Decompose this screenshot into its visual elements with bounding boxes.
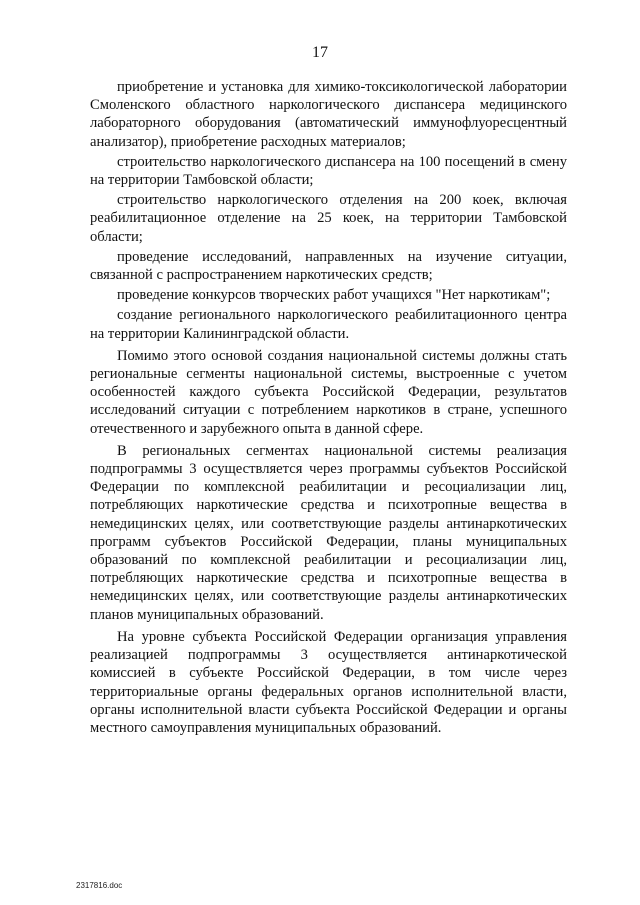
page-number: 17 [312,44,328,61]
document-body [90,78,567,737]
paragraph-subprogram-implementation: В региональных сегментах национальной системы реализация подпрограммы 3 осуществляется через программы субъектов Российской Федерации по комплексной реабилитации и ресоциализации лиц, потребляющих наркотические средства и психотропные вещества в немедицинских целях, или соответствующие разделы антинаркотических программ субъектов Российской Федерации, планы муниципальных образований по комплексной реабилитации и ресоциализации лиц, потребляющих наркотические средства и психотропные вещества в немедицинских целях, или соответствующие разделы антинаркотических планов муниципальных образований. [90,442,567,623]
paragraph-creative-contests: проведение конкурсов творческих работ учащихся "Нет наркотикам"; [117,287,551,304]
paragraph-tambov-dispensary: строительство наркологического диспансера на 100 посещений в смену на территории Тамбовской области; [90,153,567,189]
paragraph-research: проведение исследований, направленных на изучение ситуации, связанной с распространением наркотических средств; [90,248,567,284]
document-file-id: 2317816.doc [76,881,123,890]
paragraph-tambov-department: строительство наркологического отделения на 200 коек, включая реабилитационное отделение на 25 коек, на территории Тамбовской области; [90,192,567,245]
paragraph-equipment-smolensk: приобретение и установка для химико-токсикологической лаборатории Смоленского областного наркологического диспансера медицинского лабораторного оборудования (автоматический иммунофлуоресцентный анализатор), приобретение расходных материалов; [90,79,567,150]
paragraph-kaliningrad-center: создание регионального наркологического реабилитационного центра на территории Калининградской области. [90,307,567,342]
paragraph-management-level: На уровне субъекта Российской Федерации организация управления реализацией подпрограммы 3 осуществляется антинаркотической комиссией в субъекте Российской Федерации, в том числе через территориальные органы федеральных органов исполнительной власти, органы исполнительной власти субъекта Российской Федерации и органы местного самоуправления муниципальных образований. [90,628,567,736]
paragraph-regional-segments: Помимо этого основой создания национальной системы должны стать региональные сегменты национальной системы, выстроенные с учетом особенностей каждого субъекта Российской Федерации, результатов исследований ситуации с потреблением наркотиков в стране, успешного отечественного и зарубежного опыта в данной сфере. [90,347,567,437]
